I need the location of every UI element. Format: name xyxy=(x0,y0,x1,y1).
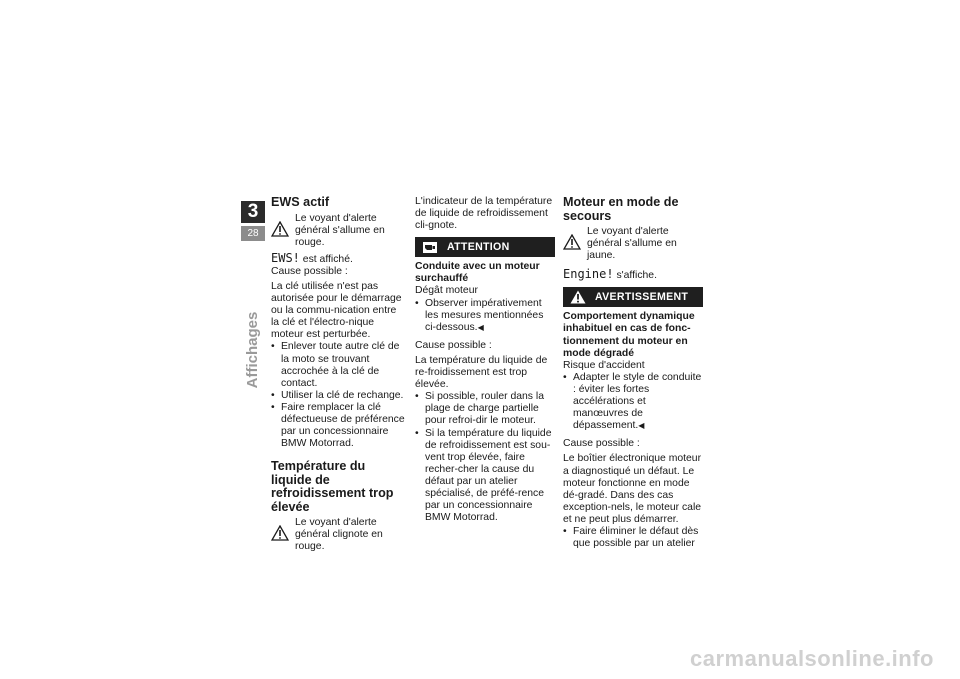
engine-display-suffix: s'affiche. xyxy=(613,270,657,282)
warning-triangle-icon xyxy=(271,525,289,541)
warning-triangle-icon xyxy=(567,290,589,304)
warning-triangle-icon xyxy=(271,221,289,237)
heading-emergency-mode: Moteur en mode de secours xyxy=(563,195,679,223)
ews-lamp-text: Le voyant d'alerte général s'allume en rouge. xyxy=(295,212,385,248)
list-item: • Utiliser la clé de rechange. xyxy=(271,390,407,402)
list-item: • Si la température du liquide de refroidissement est sou-vent trop élevée, faire recher-cher la cause du défaut par un atelier spécialisé, de préfé-rence par un concessionnaire BMW Motorrad. xyxy=(415,428,555,525)
attention-subtitle: Dégât moteur xyxy=(415,285,478,297)
heading-coolant-temp: Température du liquide de refroidissement trop élevée xyxy=(271,459,394,514)
ews-display-line xyxy=(271,252,407,266)
list-item-text: Observer impérativement les mesures mentionnées ci-dessous. xyxy=(425,297,544,333)
temp-bullet-list xyxy=(415,391,555,524)
temp-intro-text: L'indicateur de la température de liquide de refroidissement cli-gnote. xyxy=(415,196,553,232)
end-mark-icon: ◀ xyxy=(638,421,645,431)
ews-lamp-line xyxy=(271,213,407,249)
chapter-side-label: Affichages xyxy=(243,311,261,389)
attention-banner xyxy=(415,237,555,257)
engine-attention-icon xyxy=(419,241,441,254)
temp-cause-label: Cause possible : xyxy=(415,339,492,351)
emergency-cause-label: Cause possible : xyxy=(563,438,640,450)
engine-display-text: Engine! xyxy=(563,267,614,282)
avertissement-banner xyxy=(563,287,703,307)
ews-display-text: EWS! xyxy=(271,250,300,265)
emergency-lamp-text: Le voyant d'alerte général s'allume en jaune. xyxy=(587,226,677,262)
attention-bullet-list xyxy=(415,298,555,334)
chapter-number: 3 xyxy=(241,201,265,223)
temp-cause-text: La température du liquide de re-froidissement est trop élevée. xyxy=(415,354,548,391)
watermark: carmanualsonline.info xyxy=(690,645,934,671)
ews-display-suffix: est affiché. xyxy=(299,253,353,265)
avertissement-title: Comportement dynamique inhabituel en cas de fonc-tionnement du moteur en mode dégradé xyxy=(563,311,695,359)
attention-label: ATTENTION xyxy=(447,241,510,254)
warning-triangle-icon xyxy=(563,234,581,250)
heading-ews: EWS actif xyxy=(271,195,330,209)
ews-cause-text: La clé utilisée n'est pas autorisée pour le démarrage ou la commu-nication entre la clé et l'électro-nique moteur est perturbée. xyxy=(271,280,402,341)
list-item: • Enlever toute autre clé de la moto se trouvant accrochée à la clé de contact. xyxy=(271,341,407,389)
avertissement-subtitle: Risque d'accident xyxy=(563,359,645,371)
ews-bullet-list xyxy=(271,341,407,450)
temp-lamp-text: Le voyant d'alerte général clignote en rouge. xyxy=(295,517,383,553)
temp-lamp-line xyxy=(271,517,407,553)
ews-cause-label: Cause possible : xyxy=(271,265,348,277)
list-item: • Faire éliminer le défaut dès que possible par un atelier xyxy=(563,526,703,550)
emergency-lamp-line xyxy=(563,226,703,262)
column-3 xyxy=(563,196,703,550)
list-item: • Faire remplacer la clé défectueuse de préférence par un concessionnaire BMW Motorrad. xyxy=(271,402,407,450)
emergency-bullet-list xyxy=(563,526,703,550)
list-item xyxy=(563,372,703,432)
column-1 xyxy=(271,196,407,554)
emergency-cause-text: Le boîtier électronique moteur a diagnostiqué un défaut. Le moteur fonctionne en mode dé-gradé. Dans des cas exception-nels, le moteur cale et ne peut plus démarrer. xyxy=(563,453,702,525)
attention-title: Conduite avec un moteur surchauffé xyxy=(415,261,540,285)
end-mark-icon: ◀ xyxy=(477,322,484,332)
list-item: • Si possible, rouler dans la plage de charge partielle pour refroi-dir le moteur. xyxy=(415,391,555,427)
list-item-text: Adapter le style de conduite : éviter les fortes accélérations et manœuvres de dépassement. xyxy=(573,371,702,432)
avertissement-bullet-list xyxy=(563,372,703,432)
page-number: 28 xyxy=(241,226,265,241)
avertissement-label: AVERTISSEMENT xyxy=(595,291,689,304)
engine-display-line xyxy=(563,268,703,282)
column-2 xyxy=(415,196,555,524)
list-item xyxy=(415,298,555,334)
